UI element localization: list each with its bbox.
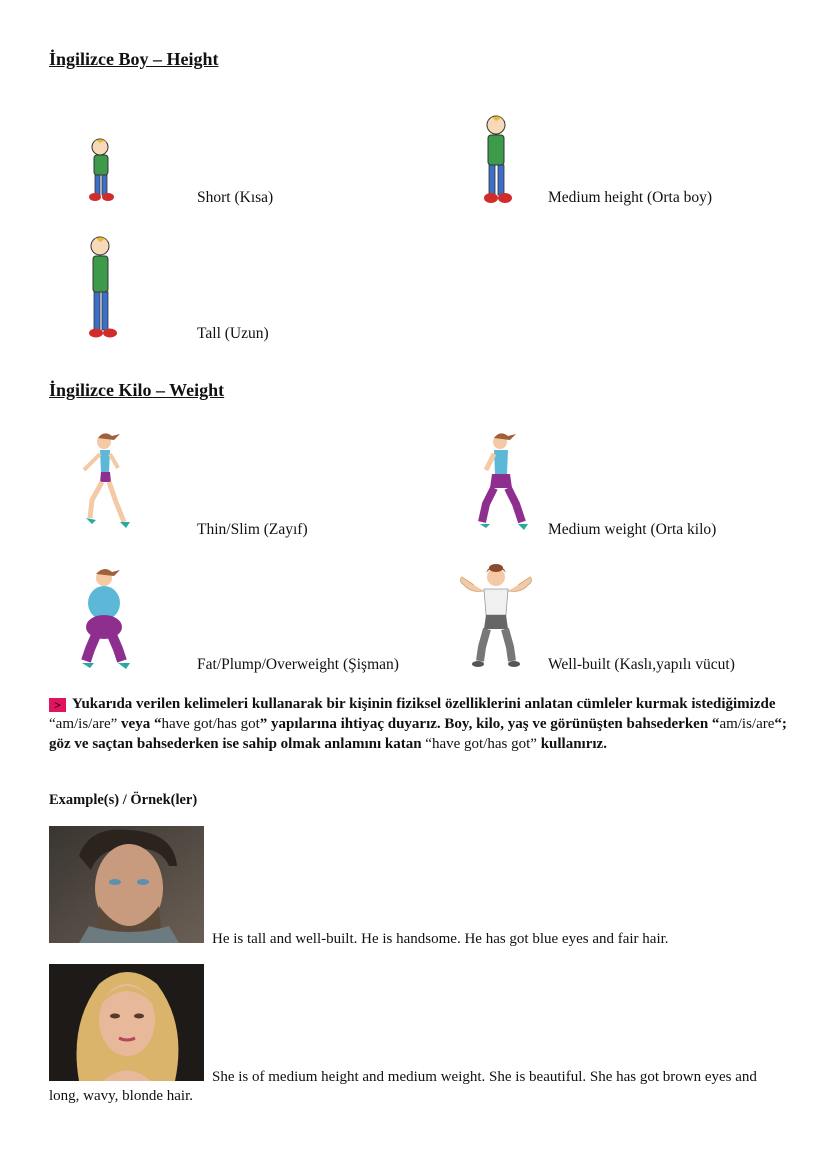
thin-label: Thin/Slim (Zayıf) [197, 521, 308, 538]
example-2-caption-line-1: She is of medium height and medium weight. She is beautiful. She has got brown eyes and [212, 1069, 757, 1085]
well-built-label: Well-built (Kaslı,yapılı vücut) [548, 656, 735, 673]
short-label: Short (Kısa) [197, 189, 274, 206]
tall-label: Tall (Uzun) [197, 325, 269, 342]
man-portrait-photo [49, 826, 204, 943]
medium-weight-label: Medium weight (Orta kilo) [548, 521, 717, 538]
fat-runner-illustration [74, 565, 134, 673]
fat-label: Fat/Plump/Overweight (Şişman) [197, 656, 399, 673]
woman-portrait-photo [49, 964, 204, 1081]
short-boy-illustration [80, 135, 125, 205]
medium-height-boy-illustration [478, 112, 518, 207]
weight-heading: İngilizce Kilo – Weight [49, 380, 225, 400]
thin-runner-illustration [76, 430, 134, 535]
explanation-paragraph: > Yukarıda verilen kelimeleri kullanarak bir kişinin fiziksel özelliklerini anlatan cümleler kurmak istediğimizde “am/is/are” veya “have got/has got” yapılarına ihtiyaç duyarız. Boy, kilo, yaş ve görünüşten bahsederken “am/is/are“; göz ve saçtan bahsederken ise sahip olmak anlamını katan “have got/has got” kullanırız. [49, 696, 787, 752]
well-built-woman-illustration [452, 563, 540, 671]
tall-boy-illustration [82, 233, 124, 341]
example-2-caption-line-2: long, wavy, blonde hair. [49, 1088, 194, 1104]
bullet-arrow-icon: > [49, 698, 66, 712]
medium-height-label: Medium height (Orta boy) [548, 189, 713, 206]
examples-title: Example(s) / Örnek(ler) [49, 792, 198, 808]
medium-weight-runner-illustration [470, 430, 532, 535]
example-1-caption: He is tall and well-built. He is handsome. He has got blue eyes and fair hair. [212, 931, 669, 947]
height-heading: İngilizce Boy – Height [49, 49, 219, 69]
